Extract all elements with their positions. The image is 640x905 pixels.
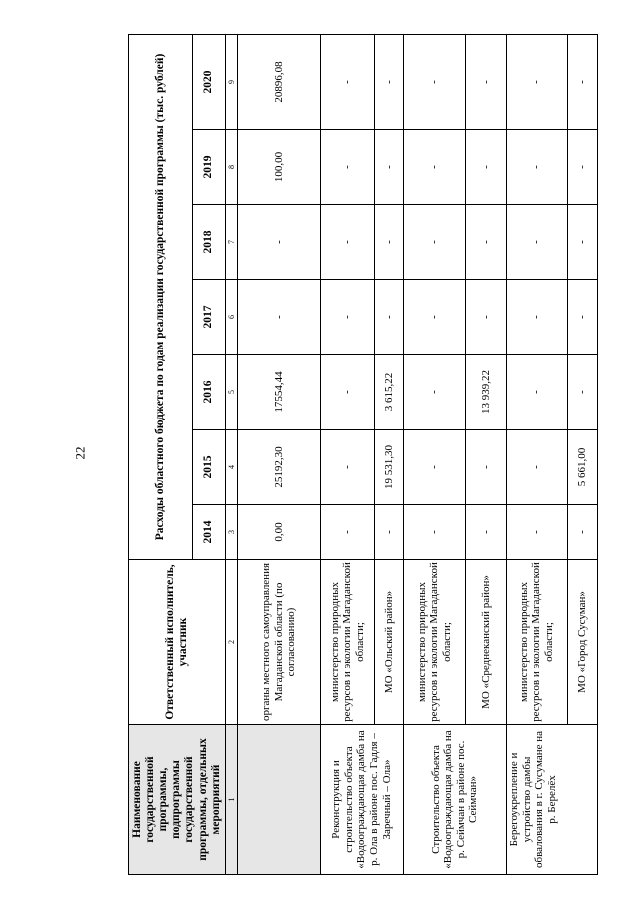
value-cell: - xyxy=(567,34,597,129)
value-cell: - xyxy=(375,280,403,355)
row-executor: министерство природных ресурсов и экологии Магаданской области; xyxy=(320,560,375,725)
value-cell: - xyxy=(320,205,375,280)
index-cell: 1 xyxy=(225,725,237,875)
value-cell: - xyxy=(567,130,597,205)
header-name: Наименование государственной программы, подпрограммы государственной программы, отдельных мероприятий xyxy=(129,725,226,875)
row-executor: МО «Город Сусуман» xyxy=(567,560,597,725)
value-cell: - xyxy=(320,505,375,560)
value-cell: - xyxy=(506,430,567,505)
value-cell: - xyxy=(403,205,466,280)
value-cell: - xyxy=(466,430,506,505)
value-cell: - xyxy=(375,505,403,560)
row-executor: МО «Ольский район» xyxy=(375,560,403,725)
value-cell: - xyxy=(403,130,466,205)
value-cell: - xyxy=(375,205,403,280)
index-cell: 9 xyxy=(225,34,237,129)
value-cell: - xyxy=(466,205,506,280)
budget-table-rotated xyxy=(128,35,598,875)
value-cell: - xyxy=(320,430,375,505)
year-2020: 2020 xyxy=(193,34,226,129)
row-executor: министерство природных ресурсов и экологии Магаданской области; xyxy=(403,560,466,725)
value-cell: 3 615,22 xyxy=(375,355,403,430)
index-cell: 8 xyxy=(225,130,237,205)
index-cell: 3 xyxy=(225,505,237,560)
value-cell: - xyxy=(403,430,466,505)
year-2017: 2017 xyxy=(193,280,226,355)
value-cell: - xyxy=(403,34,466,129)
value-cell: - xyxy=(466,34,506,129)
header-budget: Расходы областного бюджета по годам реализации государственной программы (тыс. рублей) xyxy=(129,34,193,559)
value-cell: - xyxy=(375,130,403,205)
year-2014: 2014 xyxy=(193,505,226,560)
header-executor: Ответственный исполнитель, участник xyxy=(129,560,226,725)
value-cell: - xyxy=(506,280,567,355)
value-cell: - xyxy=(506,505,567,560)
table-row xyxy=(506,34,567,874)
year-2019: 2019 xyxy=(193,130,226,205)
value-cell: - xyxy=(403,280,466,355)
row-name xyxy=(237,725,320,875)
index-cell: 5 xyxy=(225,355,237,430)
value-cell: - xyxy=(237,205,320,280)
row-executor: министерство природных ресурсов и экологии Магаданской области; xyxy=(506,560,567,725)
value-cell: 20896,08 xyxy=(237,34,320,129)
value-cell: - xyxy=(466,280,506,355)
value-cell: 100,00 xyxy=(237,130,320,205)
value-cell: - xyxy=(567,280,597,355)
value-cell: - xyxy=(320,34,375,129)
value-cell: - xyxy=(375,34,403,129)
row-executor: МО «Среднеканский район» xyxy=(466,560,506,725)
table-row xyxy=(237,34,320,874)
value-cell: - xyxy=(567,355,597,430)
row-executor: органы местного самоуправления Магаданской области (по согласованию) xyxy=(237,560,320,725)
value-cell: - xyxy=(506,130,567,205)
value-cell: - xyxy=(567,505,597,560)
value-cell: - xyxy=(567,205,597,280)
value-cell: - xyxy=(403,505,466,560)
value-cell: 0,00 xyxy=(237,505,320,560)
value-cell: - xyxy=(466,505,506,560)
budget-table xyxy=(128,34,598,875)
value-cell: - xyxy=(320,355,375,430)
value-cell: - xyxy=(320,280,375,355)
index-cell: 2 xyxy=(225,560,237,725)
row-name: Реконструкция и строительство объекта «Водоограждающая дамба на р. Ола в районе пос. Гадля – Заречный – Ола» xyxy=(320,725,403,875)
value-cell: - xyxy=(506,205,567,280)
year-2016: 2016 xyxy=(193,355,226,430)
value-cell: - xyxy=(320,130,375,205)
year-2018: 2018 xyxy=(193,205,226,280)
value-cell: 25192,30 xyxy=(237,430,320,505)
value-cell: 19 531,30 xyxy=(375,430,403,505)
value-cell: - xyxy=(237,280,320,355)
value-cell: - xyxy=(506,355,567,430)
row-name: Берегоукрепление и устройство дамбы обвалования в г. Сусумане на р. Берелёх xyxy=(506,725,597,875)
year-2015: 2015 xyxy=(193,430,226,505)
table-row xyxy=(403,34,466,874)
index-cell: 6 xyxy=(225,280,237,355)
index-cell: 4 xyxy=(225,430,237,505)
index-cell: 7 xyxy=(225,205,237,280)
value-cell: - xyxy=(466,130,506,205)
row-name: Строительство объекта «Водоограждающая дамба на р. Сеймчан в районе пос. Сеймчан» xyxy=(403,725,506,875)
value-cell: - xyxy=(506,34,567,129)
value-cell: 5 661,00 xyxy=(567,430,597,505)
table-row xyxy=(320,34,375,874)
value-cell: 17554,44 xyxy=(237,355,320,430)
value-cell: - xyxy=(403,355,466,430)
page-number: 22 xyxy=(72,446,88,460)
value-cell: 13 939,22 xyxy=(466,355,506,430)
